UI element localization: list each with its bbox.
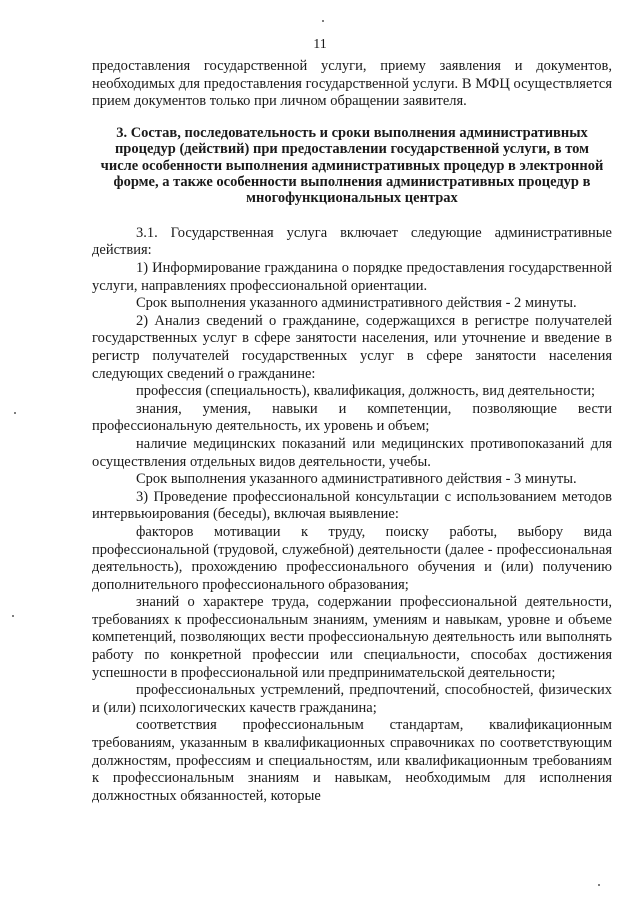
paragraph: знания, умения, навыки и компетенции, позволяющие вести профессиональную деятельность, их уровень и объем; — [92, 400, 612, 435]
scan-speck — [322, 20, 324, 22]
paragraph: Срок выполнения указанного административного действия - 2 минуты. — [136, 295, 577, 312]
paragraph: 1) Информирование гражданина о порядке предоставления государственной услуги, направлениях профессиональной ориентации. — [92, 260, 612, 294]
paragraph: предоставления государственной услуги, приему заявления и документов, необходимых для предоставления государственной услуги. В МФЦ осуществляется прием документов только при личном обращении заявителя. — [92, 58, 612, 110]
paragraph: знаний о характере труда, содержании профессиональной деятельности, требованиях к профессиональным знаниям, умениям и навыкам, уровне и объеме компетенций, позволяющих вести профессиональную деятельность или выполнять работу по конкретной профессии или специальности, способах достижения успешности в профессиональной или предпринимательской деятельности; — [92, 594, 612, 681]
paragraph: Срок выполнения указанного административного действия - 3 минуты. — [136, 471, 577, 488]
scan-speck — [598, 884, 600, 886]
paragraph: профессия (специальность), квалификация, должность, вид деятельности; — [136, 383, 596, 400]
paragraph: профессиональных устремлений, предпочтений, способностей, физических и (или) психологических качеств гражданина; — [92, 682, 612, 716]
scan-speck — [14, 412, 16, 414]
paragraph: 3) Проведение профессиональной консультации с использованием методов интервьюирования (беседы), включая выявление: — [92, 488, 612, 523]
page-number: 11 — [313, 37, 327, 52]
paragraph: наличие медицинских показаний или медицинских противопоказаний для осуществления отдельных видов деятельности, учебы. — [92, 435, 612, 470]
scan-speck — [12, 615, 14, 617]
paragraph: 3.1. Государственная услуга включает следующие административные действия: — [92, 224, 612, 259]
paragraph: факторов мотивации к труду, поиску работы, выбору вида профессиональной (трудовой, служебной) деятельности (далее - профессиональная деятельность), прохождению профессионального обучения и (или) получению дополнительного профессионального образования; — [92, 523, 612, 593]
section-heading: 3. Состав, последовательность и сроки выполнения административных процедур (действий) при предоставлении государственной услуги, в том числе особенности выполнения административных процедур в электронной форме, а также особенности выполнения административных процедур в многофункциональных центрах — [100, 124, 604, 207]
paragraph: 2) Анализ сведений о гражданине, содержащихся в регистре получателей государственных услуг в сфере занятости населения, или уточнение и введение в регистр получателей государственных услуг в сфере занятости населения следующих сведений о гражданине: — [92, 312, 612, 382]
document-body — [92, 58, 612, 805]
paragraph: соответствия профессиональным стандартам, квалификационным требованиям, указанным в квалификационных справочниках по соответствующим должностям, профессиям и специальностям, или квалификационным требованиям к профессиональным знаниям и навыкам, необходимым для исполнения должностных обязанностей, которые — [92, 717, 612, 804]
